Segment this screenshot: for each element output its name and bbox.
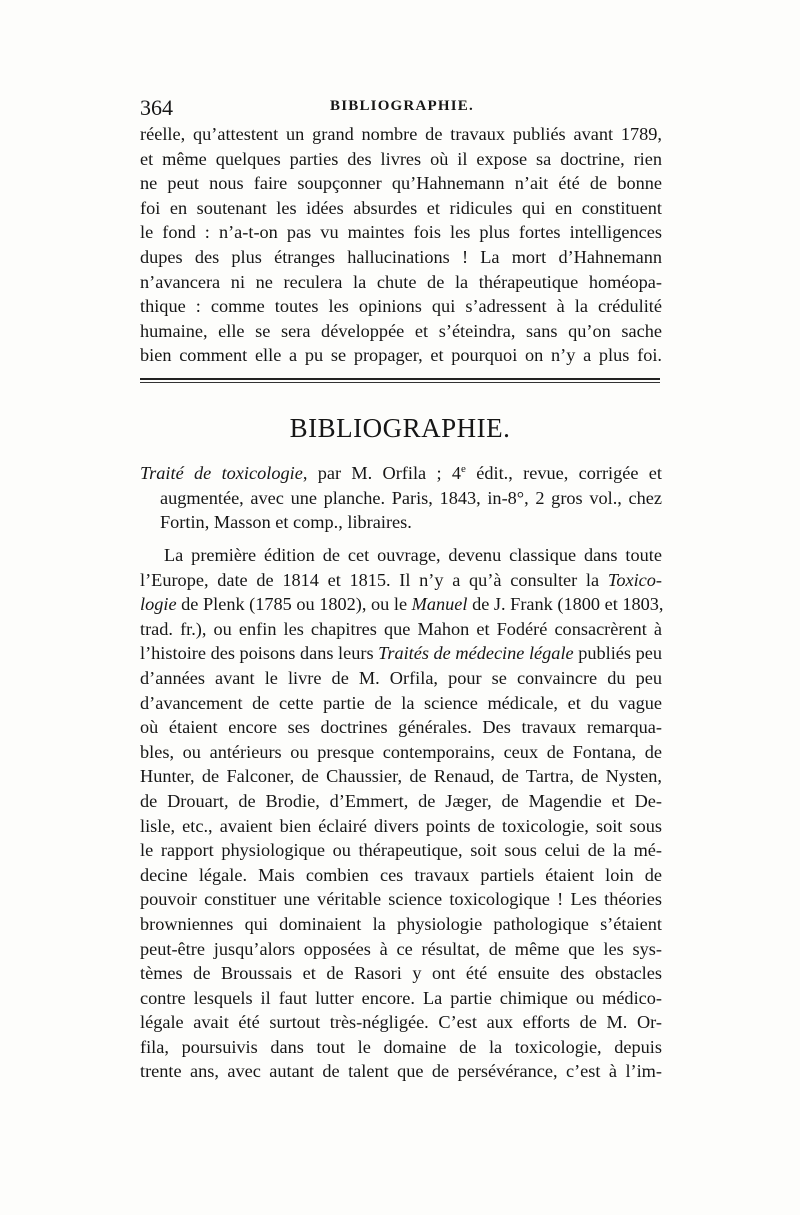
text-line: l’Europe, date de 1814 et 1815. Il n’y a qu’à consulter la Toxico- xyxy=(140,569,662,590)
page-number: 364 xyxy=(140,95,173,120)
text-line: humaine, elle se sera développée et s’éteindra, sans qu’on sache xyxy=(140,320,662,341)
text-line: trad. fr.), ou enfin les chapitres que Mahon et Fodéré consacrèrent à xyxy=(140,618,662,639)
text-line: l’histoire des poisons dans leurs Traités de médecine légale publiés peu xyxy=(140,643,662,664)
text-line: foi en soutenant les idées absurdes et ridicules qui en constituent xyxy=(140,197,662,218)
text-line: dupes des plus étranges hallucinations ! La mort d’Hahnemann xyxy=(140,246,662,267)
text-line: tèmes de Broussais et de Rasori y ont été ensuite des obstacles xyxy=(140,963,662,984)
text-line: contre lesquels il faut lutter encore. La partie chimique ou médico- xyxy=(140,987,662,1008)
text-line: réelle, qu’attestent un grand nombre de travaux publiés avant 1789, xyxy=(140,124,662,144)
text-line: n’avancera ni ne reculera la chute de la thérapeutique homéopa- xyxy=(140,271,662,292)
text-line: où étaient encore ses doctrines générales. Des travaux remarqua- xyxy=(140,717,662,738)
text-line: légale avait été surtout très-négligée. C’est aux efforts de M. Or- xyxy=(140,1012,662,1033)
text-line: le rapport physiologique ou thérapeutique, soit sous celui de la mé- xyxy=(140,840,662,861)
running-title: BIBLIOGRAPHIE. xyxy=(330,98,474,114)
entry-line: Fortin, Masson et comp., libraires. xyxy=(160,512,412,533)
section-title: BIBLIOGRAPHIE. xyxy=(289,413,511,443)
text-line: de Drouart, de Brodie, d’Emmert, de Jæger, de Magendie et De- xyxy=(140,790,662,811)
text-line: lisle, etc., avaient bien éclairé divers points de toxicologie, soit sous xyxy=(140,815,662,836)
text-line: ne peut nous faire soupçonner qu’Hahnemann n’ait été de bonne xyxy=(140,173,662,194)
entry-line: Traité de toxicologie, par M. Orfila ; 4e édit., revue, corrigée et xyxy=(140,462,662,483)
running-head xyxy=(140,95,662,123)
divider-thin-rule xyxy=(140,382,660,383)
entry-line: augmentée, avec une planche. Paris, 1843, in-8°, 2 gros vol., chez xyxy=(160,487,662,508)
text-line: d’années avant le livre de M. Orfila, pour se convaincre du peu xyxy=(140,667,662,688)
text-line: Hunter, de Falconer, de Chaussier, de Renaud, de Tartra, de Nysten, xyxy=(140,766,662,787)
text-line: et même quelques parties des livres où il expose sa doctrine, rien xyxy=(140,148,662,169)
text-line: fila, poursuivis dans tout le domaine de la toxicologie, depuis xyxy=(140,1036,662,1057)
text-line: d’avancement de cette partie de la science médicale, et du vague xyxy=(140,692,662,713)
text-line: logie de Plenk (1785 ou 1802), ou le Manuel de J. Frank (1800 et 1803, xyxy=(140,594,664,615)
text-line: browniennes qui dominaient la physiologie pathologique s’étaient xyxy=(140,913,662,934)
text-line: peut-être jusqu’alors opposées à ce résultat, de même que les sys- xyxy=(140,938,662,959)
text-line: thique : comme toutes les opinions qui s’adressent à la crédulité xyxy=(140,296,662,317)
text-line: le fond : n’a-t-on pas vu maintes fois les plus fortes intelligences xyxy=(140,222,662,243)
edition-superscript: e xyxy=(461,462,466,475)
divider-thick-rule xyxy=(140,378,660,380)
text-line: pouvoir constituer une véritable science toxicologique ! Les théories xyxy=(140,889,662,910)
review-paragraph xyxy=(140,543,662,1084)
section-divider xyxy=(140,378,660,383)
text-line: bien comment elle a pu se propager, et pourquoi on n’y a plus foi. xyxy=(140,345,662,366)
text-line: decine légale. Mais combien ces travaux partiels étaient loin de xyxy=(140,864,662,885)
work-title: Traité de toxicologie xyxy=(140,463,303,483)
text-line: bles, ou antérieurs ou presque contemporains, ceux de Fontana, de xyxy=(140,741,662,762)
text-line: trente ans, avec autant de talent que de persévérance, c’est à l’im- xyxy=(140,1061,662,1082)
text-line: La première édition de cet ouvrage, devenu classique dans toute xyxy=(164,545,662,565)
bibliography-entry xyxy=(140,461,662,535)
intro-paragraph xyxy=(140,122,662,368)
